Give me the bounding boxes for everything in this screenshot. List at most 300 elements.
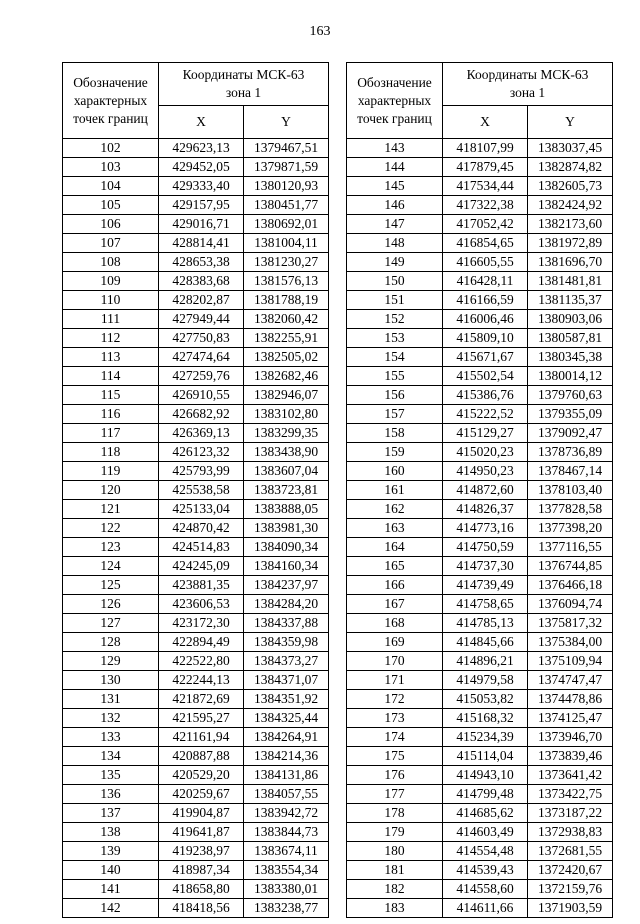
table-row (63, 519, 329, 538)
x-coordinate-cell: 421595,27 (159, 709, 244, 728)
table-row (347, 595, 613, 614)
table-row (63, 728, 329, 747)
x-coordinate-cell: 421872,69 (159, 690, 244, 709)
y-coordinate-cell: 1383723,81 (244, 481, 329, 500)
table-row (347, 785, 613, 804)
y-coordinate-cell: 1381230,27 (244, 253, 329, 272)
x-coordinate-cell: 414739,49 (443, 576, 528, 595)
point-number-cell: 122 (63, 519, 159, 538)
x-coordinate-cell: 419641,87 (159, 823, 244, 842)
x-coordinate-cell: 418107,99 (443, 139, 528, 158)
point-number-cell: 153 (347, 329, 443, 348)
table-row (347, 842, 613, 861)
point-number-cell: 162 (347, 500, 443, 519)
table-row (347, 804, 613, 823)
x-coordinate-cell: 416006,46 (443, 310, 528, 329)
table-row (63, 310, 329, 329)
point-number-cell: 124 (63, 557, 159, 576)
x-coordinate-cell: 417322,38 (443, 196, 528, 215)
table-row (347, 253, 613, 272)
table-row (347, 899, 613, 918)
table-row (63, 709, 329, 728)
point-number-cell: 103 (63, 158, 159, 177)
y-coordinate-cell: 1382060,42 (244, 310, 329, 329)
y-coordinate-cell: 1380903,06 (528, 310, 613, 329)
x-coordinate-cell: 427474,64 (159, 348, 244, 367)
x-coordinate-cell: 414539,43 (443, 861, 528, 880)
point-number-cell: 139 (63, 842, 159, 861)
y-coordinate-cell: 1383674,11 (244, 842, 329, 861)
point-number-cell: 171 (347, 671, 443, 690)
x-coordinate-cell: 414611,66 (443, 899, 528, 918)
point-number-cell: 110 (63, 291, 159, 310)
x-coordinate-cell: 419904,87 (159, 804, 244, 823)
point-number-cell: 146 (347, 196, 443, 215)
y-coordinate-cell: 1384057,55 (244, 785, 329, 804)
point-number-cell: 119 (63, 462, 159, 481)
table-row (63, 880, 329, 899)
x-coordinate-cell: 422522,80 (159, 652, 244, 671)
x-coordinate-cell: 420529,20 (159, 766, 244, 785)
point-number-cell: 126 (63, 595, 159, 614)
point-number-cell: 150 (347, 272, 443, 291)
table-row (63, 291, 329, 310)
point-number-cell: 148 (347, 234, 443, 253)
y-coordinate-cell: 1382874,82 (528, 158, 613, 177)
y-coordinate-cell: 1381004,11 (244, 234, 329, 253)
point-number-cell: 175 (347, 747, 443, 766)
x-coordinate-cell: 423172,30 (159, 614, 244, 633)
point-number-cell: 143 (347, 139, 443, 158)
x-coordinate-cell: 418658,80 (159, 880, 244, 899)
point-number-cell: 177 (347, 785, 443, 804)
y-coordinate-cell: 1384131,86 (244, 766, 329, 785)
table-row (347, 329, 613, 348)
table-row (63, 652, 329, 671)
x-coordinate-cell: 426682,92 (159, 405, 244, 424)
point-number-cell: 179 (347, 823, 443, 842)
x-coordinate-cell: 414785,13 (443, 614, 528, 633)
y-coordinate-cell: 1379092,47 (528, 424, 613, 443)
point-number-cell: 114 (63, 367, 159, 386)
x-coordinate-cell: 414872,60 (443, 481, 528, 500)
point-number-cell: 127 (63, 614, 159, 633)
table-row (347, 443, 613, 462)
point-number-cell: 104 (63, 177, 159, 196)
point-number-cell: 166 (347, 576, 443, 595)
y-coordinate-cell: 1381788,19 (244, 291, 329, 310)
x-coordinate-cell: 426910,55 (159, 386, 244, 405)
x-coordinate-cell: 425538,58 (159, 481, 244, 500)
x-coordinate-cell: 414554,48 (443, 842, 528, 861)
point-number-cell: 125 (63, 576, 159, 595)
table-row (63, 424, 329, 443)
x-coordinate-cell: 429623,13 (159, 139, 244, 158)
point-number-cell: 183 (347, 899, 443, 918)
x-coordinate-cell: 417879,45 (443, 158, 528, 177)
table-row (63, 386, 329, 405)
x-coordinate-cell: 428653,38 (159, 253, 244, 272)
point-number-cell: 149 (347, 253, 443, 272)
table-row (347, 234, 613, 253)
y-coordinate-cell: 1380014,12 (528, 367, 613, 386)
y-coordinate-cell: 1378736,89 (528, 443, 613, 462)
point-number-cell: 129 (63, 652, 159, 671)
y-coordinate-cell: 1376744,85 (528, 557, 613, 576)
x-coordinate-cell: 425133,04 (159, 500, 244, 519)
point-number-cell: 182 (347, 880, 443, 899)
y-coordinate-cell: 1383888,05 (244, 500, 329, 519)
table-row (347, 272, 613, 291)
y-coordinate-cell: 1375384,00 (528, 633, 613, 652)
point-number-cell: 120 (63, 481, 159, 500)
table-row (347, 196, 613, 215)
point-number-cell: 116 (63, 405, 159, 424)
point-number-cell: 167 (347, 595, 443, 614)
table-row (347, 861, 613, 880)
y-coordinate-cell: 1375817,32 (528, 614, 613, 633)
point-number-cell: 117 (63, 424, 159, 443)
y-coordinate-cell: 1384237,97 (244, 576, 329, 595)
table-row (63, 481, 329, 500)
point-number-cell: 160 (347, 462, 443, 481)
y-coordinate-cell: 1371903,59 (528, 899, 613, 918)
y-coordinate-cell: 1382255,91 (244, 329, 329, 348)
y-coordinate-cell: 1382173,60 (528, 215, 613, 234)
y-coordinate-cell: 1375109,94 (528, 652, 613, 671)
x-coordinate-cell: 429016,71 (159, 215, 244, 234)
table-row (63, 158, 329, 177)
point-number-cell: 176 (347, 766, 443, 785)
point-number-cell: 142 (63, 899, 159, 918)
point-number-cell: 181 (347, 861, 443, 880)
x-coordinate-cell: 420259,67 (159, 785, 244, 804)
table-row (63, 899, 329, 918)
y-coordinate-cell: 1383607,04 (244, 462, 329, 481)
point-number-cell: 107 (63, 234, 159, 253)
x-coordinate-cell: 424870,42 (159, 519, 244, 538)
x-coordinate-cell: 415671,67 (443, 348, 528, 367)
y-coordinate-cell: 1382682,46 (244, 367, 329, 386)
x-header: X (159, 106, 244, 139)
table-row (347, 690, 613, 709)
x-coordinate-cell: 416854,65 (443, 234, 528, 253)
y-coordinate-cell: 1383438,90 (244, 443, 329, 462)
point-number-cell: 138 (63, 823, 159, 842)
table-row (347, 481, 613, 500)
y-coordinate-cell: 1379355,09 (528, 405, 613, 424)
y-coordinate-cell: 1373839,46 (528, 747, 613, 766)
point-number-cell: 152 (347, 310, 443, 329)
point-number-cell: 128 (63, 633, 159, 652)
y-coordinate-cell: 1372681,55 (528, 842, 613, 861)
y-coordinate-cell: 1384284,20 (244, 595, 329, 614)
table-row (347, 880, 613, 899)
y-coordinate-cell: 1374478,86 (528, 690, 613, 709)
y-coordinate-cell: 1373946,70 (528, 728, 613, 747)
table-row (347, 462, 613, 481)
table-row (63, 500, 329, 519)
y-coordinate-cell: 1378103,40 (528, 481, 613, 500)
y-coordinate-cell: 1384325,44 (244, 709, 329, 728)
y-coordinate-cell: 1379871,59 (244, 158, 329, 177)
table-row (63, 842, 329, 861)
y-coordinate-cell: 1384160,34 (244, 557, 329, 576)
y-coordinate-cell: 1383844,73 (244, 823, 329, 842)
y-coordinate-cell: 1373641,42 (528, 766, 613, 785)
point-number-cell: 172 (347, 690, 443, 709)
y-coordinate-cell: 1374747,47 (528, 671, 613, 690)
y-coordinate-cell: 1384359,98 (244, 633, 329, 652)
x-coordinate-cell: 424514,83 (159, 538, 244, 557)
x-coordinate-cell: 415809,10 (443, 329, 528, 348)
table-row (63, 234, 329, 253)
point-number-cell: 111 (63, 310, 159, 329)
point-number-cell: 151 (347, 291, 443, 310)
point-number-cell: 140 (63, 861, 159, 880)
y-coordinate-cell: 1380692,01 (244, 215, 329, 234)
y-coordinate-cell: 1381481,81 (528, 272, 613, 291)
y-coordinate-cell: 1377828,58 (528, 500, 613, 519)
table-row (63, 329, 329, 348)
table-row (347, 519, 613, 538)
point-number-cell: 123 (63, 538, 159, 557)
table-row (63, 766, 329, 785)
x-coordinate-cell: 414845,66 (443, 633, 528, 652)
x-coordinate-cell: 414558,60 (443, 880, 528, 899)
x-coordinate-cell: 415234,39 (443, 728, 528, 747)
y-coordinate-cell: 1381696,70 (528, 253, 613, 272)
point-number-cell: 180 (347, 842, 443, 861)
table-row (347, 405, 613, 424)
y-coordinate-cell: 1384337,88 (244, 614, 329, 633)
table-row (63, 196, 329, 215)
x-coordinate-cell: 414799,48 (443, 785, 528, 804)
x-coordinate-cell: 422894,49 (159, 633, 244, 652)
point-number-cell: 112 (63, 329, 159, 348)
y-coordinate-cell: 1380120,93 (244, 177, 329, 196)
x-coordinate-cell: 417534,44 (443, 177, 528, 196)
table-row (63, 405, 329, 424)
y-coordinate-cell: 1383299,35 (244, 424, 329, 443)
y-coordinate-cell: 1383981,30 (244, 519, 329, 538)
point-name-header: Обозначение характерных точек границ (63, 63, 159, 139)
y-coordinate-cell: 1384214,36 (244, 747, 329, 766)
y-coordinate-cell: 1372938,83 (528, 823, 613, 842)
table-row (347, 614, 613, 633)
table-row (63, 272, 329, 291)
x-coordinate-cell: 416166,59 (443, 291, 528, 310)
y-coordinate-cell: 1378467,14 (528, 462, 613, 481)
point-number-cell: 173 (347, 709, 443, 728)
x-coordinate-cell: 424245,09 (159, 557, 244, 576)
point-number-cell: 109 (63, 272, 159, 291)
x-coordinate-cell: 429333,40 (159, 177, 244, 196)
y-coordinate-cell: 1382946,07 (244, 386, 329, 405)
x-coordinate-cell: 415129,27 (443, 424, 528, 443)
y-coordinate-cell: 1376094,74 (528, 595, 613, 614)
x-coordinate-cell: 417052,42 (443, 215, 528, 234)
y-coordinate-cell: 1379467,51 (244, 139, 329, 158)
table-row (347, 538, 613, 557)
x-coordinate-cell: 418987,34 (159, 861, 244, 880)
x-coordinate-cell: 427259,76 (159, 367, 244, 386)
table-row (63, 348, 329, 367)
table-row (63, 823, 329, 842)
x-coordinate-cell: 414896,21 (443, 652, 528, 671)
y-coordinate-cell: 1380587,81 (528, 329, 613, 348)
table-row (63, 367, 329, 386)
coordinates-table-left (62, 62, 329, 918)
table-row (63, 804, 329, 823)
point-number-cell: 105 (63, 196, 159, 215)
y-coordinate-cell: 1379760,63 (528, 386, 613, 405)
y-coordinate-cell: 1376466,18 (528, 576, 613, 595)
y-coordinate-cell: 1384264,91 (244, 728, 329, 747)
x-coordinate-cell: 415053,82 (443, 690, 528, 709)
point-number-cell: 144 (347, 158, 443, 177)
point-number-cell: 168 (347, 614, 443, 633)
y-coordinate-cell: 1383037,45 (528, 139, 613, 158)
point-number-cell: 108 (63, 253, 159, 272)
y-coordinate-cell: 1373422,75 (528, 785, 613, 804)
x-coordinate-cell: 428202,87 (159, 291, 244, 310)
coords-group-header: Координаты МСК-63 зона 1 (443, 63, 613, 106)
x-coordinate-cell: 416605,55 (443, 253, 528, 272)
x-coordinate-cell: 429452,05 (159, 158, 244, 177)
table-row (347, 709, 613, 728)
point-number-cell: 178 (347, 804, 443, 823)
table-row (63, 747, 329, 766)
x-coordinate-cell: 415222,52 (443, 405, 528, 424)
y-coordinate-cell: 1381576,13 (244, 272, 329, 291)
y-coordinate-cell: 1382424,92 (528, 196, 613, 215)
table-row (347, 177, 613, 196)
point-number-cell: 157 (347, 405, 443, 424)
point-number-cell: 133 (63, 728, 159, 747)
x-coordinate-cell: 414950,23 (443, 462, 528, 481)
y-coordinate-cell: 1372420,67 (528, 861, 613, 880)
table-row (347, 310, 613, 329)
x-coordinate-cell: 427750,83 (159, 329, 244, 348)
y-coordinate-cell: 1382605,73 (528, 177, 613, 196)
point-number-cell: 165 (347, 557, 443, 576)
x-coordinate-cell: 423881,35 (159, 576, 244, 595)
table-row (63, 671, 329, 690)
y-header: Y (528, 106, 613, 139)
point-name-header: Обозначение характерных точек границ (347, 63, 443, 139)
point-number-cell: 134 (63, 747, 159, 766)
table-row (63, 139, 329, 158)
table-row (347, 766, 613, 785)
x-coordinate-cell: 415386,76 (443, 386, 528, 405)
x-coordinate-cell: 428814,41 (159, 234, 244, 253)
y-coordinate-cell: 1381135,37 (528, 291, 613, 310)
point-number-cell: 174 (347, 728, 443, 747)
y-coordinate-cell: 1383102,80 (244, 405, 329, 424)
table-row (63, 538, 329, 557)
y-coordinate-cell: 1374125,47 (528, 709, 613, 728)
table-row (63, 595, 329, 614)
x-coordinate-cell: 418418,56 (159, 899, 244, 918)
table-row (63, 443, 329, 462)
y-coordinate-cell: 1383942,72 (244, 804, 329, 823)
x-coordinate-cell: 428383,68 (159, 272, 244, 291)
table-row (63, 177, 329, 196)
x-coordinate-cell: 414685,62 (443, 804, 528, 823)
table-row (347, 367, 613, 386)
table-row (347, 633, 613, 652)
y-coordinate-cell: 1373187,22 (528, 804, 613, 823)
table-row (63, 690, 329, 709)
point-number-cell: 147 (347, 215, 443, 234)
point-number-cell: 130 (63, 671, 159, 690)
y-coordinate-cell: 1384373,27 (244, 652, 329, 671)
table-row (63, 633, 329, 652)
x-coordinate-cell: 414750,59 (443, 538, 528, 557)
table-row (347, 348, 613, 367)
point-number-cell: 163 (347, 519, 443, 538)
table-row (63, 861, 329, 880)
point-number-cell: 136 (63, 785, 159, 804)
table-row (347, 291, 613, 310)
point-number-cell: 141 (63, 880, 159, 899)
y-coordinate-cell: 1377116,55 (528, 538, 613, 557)
point-number-cell: 137 (63, 804, 159, 823)
y-header: Y (244, 106, 329, 139)
point-number-cell: 154 (347, 348, 443, 367)
point-number-cell: 113 (63, 348, 159, 367)
point-number-cell: 159 (347, 443, 443, 462)
y-coordinate-cell: 1384090,34 (244, 538, 329, 557)
point-number-cell: 121 (63, 500, 159, 519)
table-row (347, 652, 613, 671)
y-coordinate-cell: 1383238,77 (244, 899, 329, 918)
table-row (347, 557, 613, 576)
point-number-cell: 156 (347, 386, 443, 405)
table-row (347, 215, 613, 234)
y-coordinate-cell: 1383554,34 (244, 861, 329, 880)
x-coordinate-cell: 415168,32 (443, 709, 528, 728)
x-coordinate-cell: 419238,97 (159, 842, 244, 861)
y-coordinate-cell: 1382505,02 (244, 348, 329, 367)
table-row (347, 424, 613, 443)
y-coordinate-cell: 1380345,38 (528, 348, 613, 367)
y-coordinate-cell: 1381972,89 (528, 234, 613, 253)
x-coordinate-cell: 426369,13 (159, 424, 244, 443)
coordinates-table-right (346, 62, 613, 918)
point-number-cell: 132 (63, 709, 159, 728)
x-header: X (443, 106, 528, 139)
x-coordinate-cell: 414737,30 (443, 557, 528, 576)
x-coordinate-cell: 422244,13 (159, 671, 244, 690)
y-coordinate-cell: 1384371,07 (244, 671, 329, 690)
table-row (347, 386, 613, 405)
x-coordinate-cell: 414979,58 (443, 671, 528, 690)
table-row (63, 215, 329, 234)
coords-group-header: Координаты МСК-63 зона 1 (159, 63, 329, 106)
point-number-cell: 106 (63, 215, 159, 234)
x-coordinate-cell: 423606,53 (159, 595, 244, 614)
x-coordinate-cell: 425793,99 (159, 462, 244, 481)
table-row (347, 747, 613, 766)
page-number: 163 (309, 24, 331, 39)
x-coordinate-cell: 414603,49 (443, 823, 528, 842)
point-number-cell: 158 (347, 424, 443, 443)
point-number-cell: 131 (63, 690, 159, 709)
point-number-cell: 145 (347, 177, 443, 196)
table-row (347, 500, 613, 519)
